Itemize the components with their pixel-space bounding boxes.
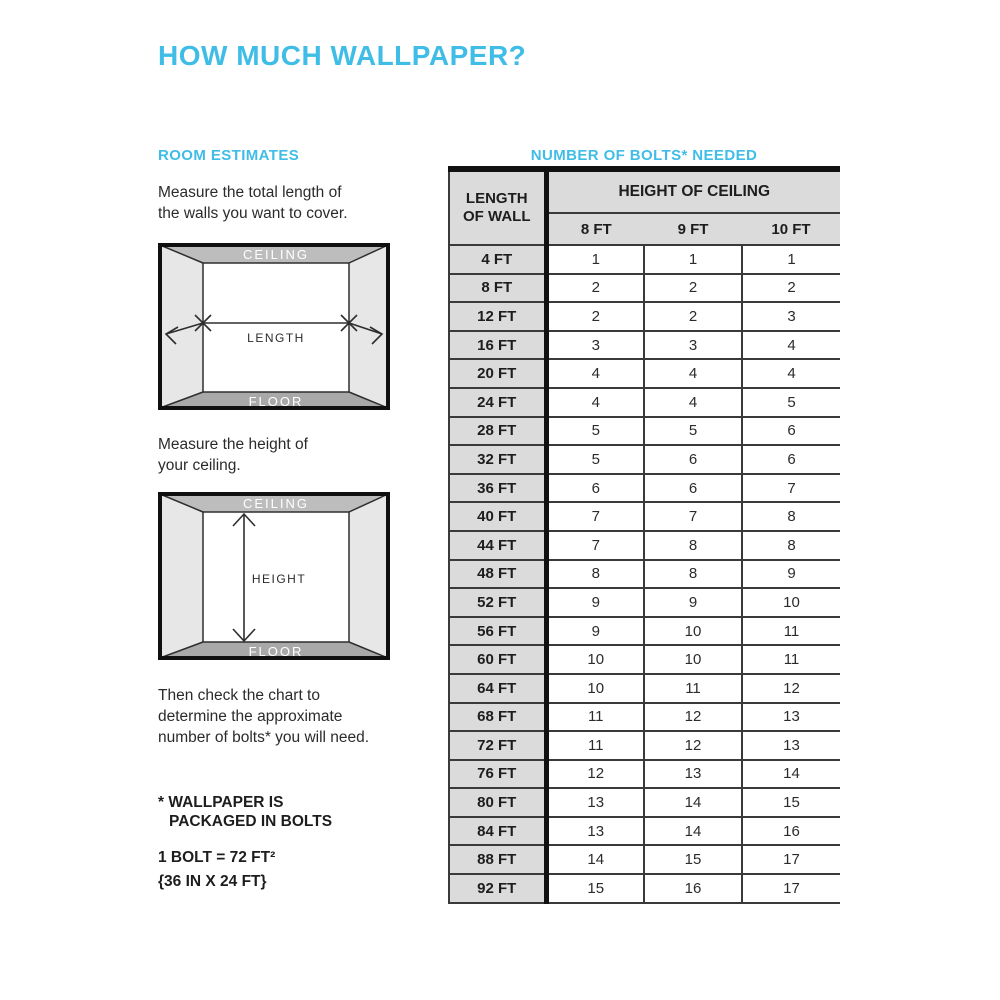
bolt-count-cell: 2: [644, 274, 742, 303]
bolt-count-cell: 1: [742, 245, 840, 274]
bolt-count-cell: 3: [742, 302, 840, 331]
floor-label: FLOOR: [248, 394, 304, 409]
bolt-count-cell: 10: [546, 674, 644, 703]
bolt-count-cell: 3: [644, 331, 742, 360]
bolt-count-cell: 12: [644, 731, 742, 760]
wall-length-cell: 92 FT: [449, 874, 546, 903]
bolt-count-cell: 9: [644, 588, 742, 617]
bolts-table-body: [449, 245, 840, 903]
bolt-count-cell: 10: [742, 588, 840, 617]
table-row: [449, 703, 840, 732]
instruction-length-line1: Measure the total length of: [158, 184, 342, 201]
bolt-count-cell: 2: [644, 302, 742, 331]
column-header-8ft: 8 FT: [546, 213, 644, 245]
wall-length-cell: 80 FT: [449, 788, 546, 817]
bolt-count-cell: 13: [742, 731, 840, 760]
bolt-count-cell: 16: [742, 817, 840, 846]
bolt-count-cell: 11: [546, 703, 644, 732]
bolt-count-cell: 6: [644, 474, 742, 503]
instruction-chart-line1: Then check the chart to: [158, 687, 320, 704]
corner-header-line2: OF WALL: [463, 208, 531, 225]
bolt-equation-line1: 1 BOLT = 72 FT²: [158, 849, 276, 866]
bolt-count-cell: 6: [546, 474, 644, 503]
table-row: [449, 588, 840, 617]
bolt-count-cell: 4: [644, 388, 742, 417]
wall-length-cell: 72 FT: [449, 731, 546, 760]
table-row: [449, 388, 840, 417]
wall-length-cell: 88 FT: [449, 845, 546, 874]
table-row: [449, 474, 840, 503]
bolt-count-cell: 9: [546, 588, 644, 617]
bolt-count-cell: 8: [742, 531, 840, 560]
table-row: [449, 359, 840, 388]
bolt-count-cell: 7: [546, 502, 644, 531]
bolt-count-cell: 17: [742, 874, 840, 903]
instruction-height-line2: your ceiling.: [158, 457, 241, 474]
bolt-count-cell: 13: [742, 703, 840, 732]
table-row: [449, 302, 840, 331]
bolt-count-cell: 13: [644, 760, 742, 789]
bolt-count-cell: 1: [644, 245, 742, 274]
corner-header-line1: LENGTH: [465, 190, 528, 207]
bolt-count-cell: 14: [644, 788, 742, 817]
table-row: [449, 617, 840, 646]
table-row: [449, 645, 840, 674]
bolt-count-cell: 14: [546, 845, 644, 874]
bolts-table: [448, 166, 840, 904]
wall-length-cell: 40 FT: [449, 502, 546, 531]
wall-length-cell: 60 FT: [449, 645, 546, 674]
instruction-height: [158, 434, 308, 476]
bolt-count-cell: 6: [742, 445, 840, 474]
footnote-line1: * WALLPAPER IS: [158, 794, 284, 811]
bolt-count-cell: 4: [546, 388, 644, 417]
bolt-size-note: [158, 846, 275, 894]
column-header-9ft: 9 FT: [644, 213, 742, 245]
length-label: LENGTH: [247, 331, 305, 345]
footnote-line2: PACKAGED IN BOLTS: [169, 813, 333, 830]
bolt-count-cell: 10: [644, 645, 742, 674]
bolt-count-cell: 4: [644, 359, 742, 388]
ceiling-label: CEILING: [242, 496, 310, 511]
bolt-count-cell: 15: [546, 874, 644, 903]
bolt-count-cell: 2: [742, 274, 840, 303]
wall-length-cell: 4 FT: [449, 245, 546, 274]
wall-length-cell: 8 FT: [449, 274, 546, 303]
bolt-count-cell: 4: [742, 331, 840, 360]
table-row: [449, 845, 840, 874]
ceiling-label: CEILING: [242, 247, 310, 262]
bolt-count-cell: 11: [742, 645, 840, 674]
bolt-count-cell: 5: [546, 417, 644, 446]
bolt-count-cell: 17: [742, 845, 840, 874]
table-row: [449, 817, 840, 846]
bolt-count-cell: 5: [644, 417, 742, 446]
bolt-count-cell: 14: [742, 760, 840, 789]
table-row: [449, 674, 840, 703]
bolt-count-cell: 6: [742, 417, 840, 446]
instruction-length-line2: the walls you want to cover.: [158, 205, 348, 222]
bolt-count-cell: 10: [644, 617, 742, 646]
bolt-count-cell: 8: [742, 502, 840, 531]
wall-length-cell: 64 FT: [449, 674, 546, 703]
bolt-count-cell: 3: [546, 331, 644, 360]
table-row: [449, 760, 840, 789]
instruction-chart: [158, 685, 369, 748]
room-length-diagram: [158, 243, 390, 410]
bolt-count-cell: 15: [644, 845, 742, 874]
bolt-count-cell: 8: [546, 560, 644, 589]
bolt-count-cell: 9: [546, 617, 644, 646]
bolt-count-cell: 15: [742, 788, 840, 817]
bolt-count-cell: 2: [546, 274, 644, 303]
instruction-chart-line2: determine the approximate: [158, 708, 343, 725]
bolt-equation-line2: {36 IN X 24 FT}: [158, 873, 267, 890]
table-row: [449, 560, 840, 589]
page-title: HOW MUCH WALLPAPER?: [158, 40, 527, 71]
wall-length-cell: 68 FT: [449, 703, 546, 732]
bolt-count-cell: 7: [742, 474, 840, 503]
bolts-table-header: [449, 169, 840, 245]
bolt-count-cell: 11: [546, 731, 644, 760]
table-row: [449, 788, 840, 817]
room-estimates-heading: ROOM ESTIMATES: [158, 147, 300, 164]
bolt-count-cell: 4: [546, 359, 644, 388]
bolt-count-cell: 1: [546, 245, 644, 274]
bolts-needed-heading: NUMBER OF BOLTS* NEEDED: [530, 147, 758, 164]
bolt-count-cell: 10: [546, 645, 644, 674]
table-row: [449, 331, 840, 360]
bolt-count-cell: 12: [742, 674, 840, 703]
table-row: [449, 531, 840, 560]
wall-length-cell: 44 FT: [449, 531, 546, 560]
bolt-count-cell: 6: [644, 445, 742, 474]
length-of-wall-header: [449, 169, 546, 245]
table-row: [449, 445, 840, 474]
height-of-ceiling-header: HEIGHT OF CEILING: [546, 169, 840, 213]
bolt-count-cell: 13: [546, 817, 644, 846]
bolt-count-cell: 7: [546, 531, 644, 560]
bolt-count-cell: 2: [546, 302, 644, 331]
wall-length-cell: 36 FT: [449, 474, 546, 503]
wall-length-cell: 48 FT: [449, 560, 546, 589]
instruction-height-line1: Measure the height of: [158, 436, 308, 453]
wallpaper-bolts-footnote: [158, 793, 332, 831]
height-label: HEIGHT: [251, 572, 307, 586]
bolt-count-cell: 16: [644, 874, 742, 903]
room-height-diagram: [158, 492, 390, 660]
wall-length-cell: 76 FT: [449, 760, 546, 789]
table-row: [449, 502, 840, 531]
wall-length-cell: 28 FT: [449, 417, 546, 446]
table-row: [449, 417, 840, 446]
bolt-count-cell: 14: [644, 817, 742, 846]
wall-length-cell: 20 FT: [449, 359, 546, 388]
table-row: [449, 245, 840, 274]
bolt-count-cell: 13: [546, 788, 644, 817]
floor-label: FLOOR: [248, 644, 304, 659]
bolt-count-cell: 11: [644, 674, 742, 703]
wall-length-cell: 24 FT: [449, 388, 546, 417]
wall-length-cell: 52 FT: [449, 588, 546, 617]
bolt-count-cell: 12: [546, 760, 644, 789]
wall-length-cell: 56 FT: [449, 617, 546, 646]
instruction-chart-line3: number of bolts* you will need.: [158, 729, 370, 746]
bolt-count-cell: 7: [644, 502, 742, 531]
wall-length-cell: 84 FT: [449, 817, 546, 846]
table-row: [449, 874, 840, 903]
bolt-count-cell: 12: [644, 703, 742, 732]
wall-length-cell: 16 FT: [449, 331, 546, 360]
bolt-count-cell: 8: [644, 560, 742, 589]
bolt-count-cell: 5: [546, 445, 644, 474]
table-row: [449, 731, 840, 760]
wall-length-cell: 12 FT: [449, 302, 546, 331]
wall-length-cell: 32 FT: [449, 445, 546, 474]
bolt-count-cell: 9: [742, 560, 840, 589]
table-row: [449, 274, 840, 303]
column-header-10ft: 10 FT: [742, 213, 840, 245]
instruction-length: [158, 182, 348, 224]
bolt-count-cell: 8: [644, 531, 742, 560]
bolt-count-cell: 5: [742, 388, 840, 417]
bolt-count-cell: 11: [742, 617, 840, 646]
bolt-count-cell: 4: [742, 359, 840, 388]
